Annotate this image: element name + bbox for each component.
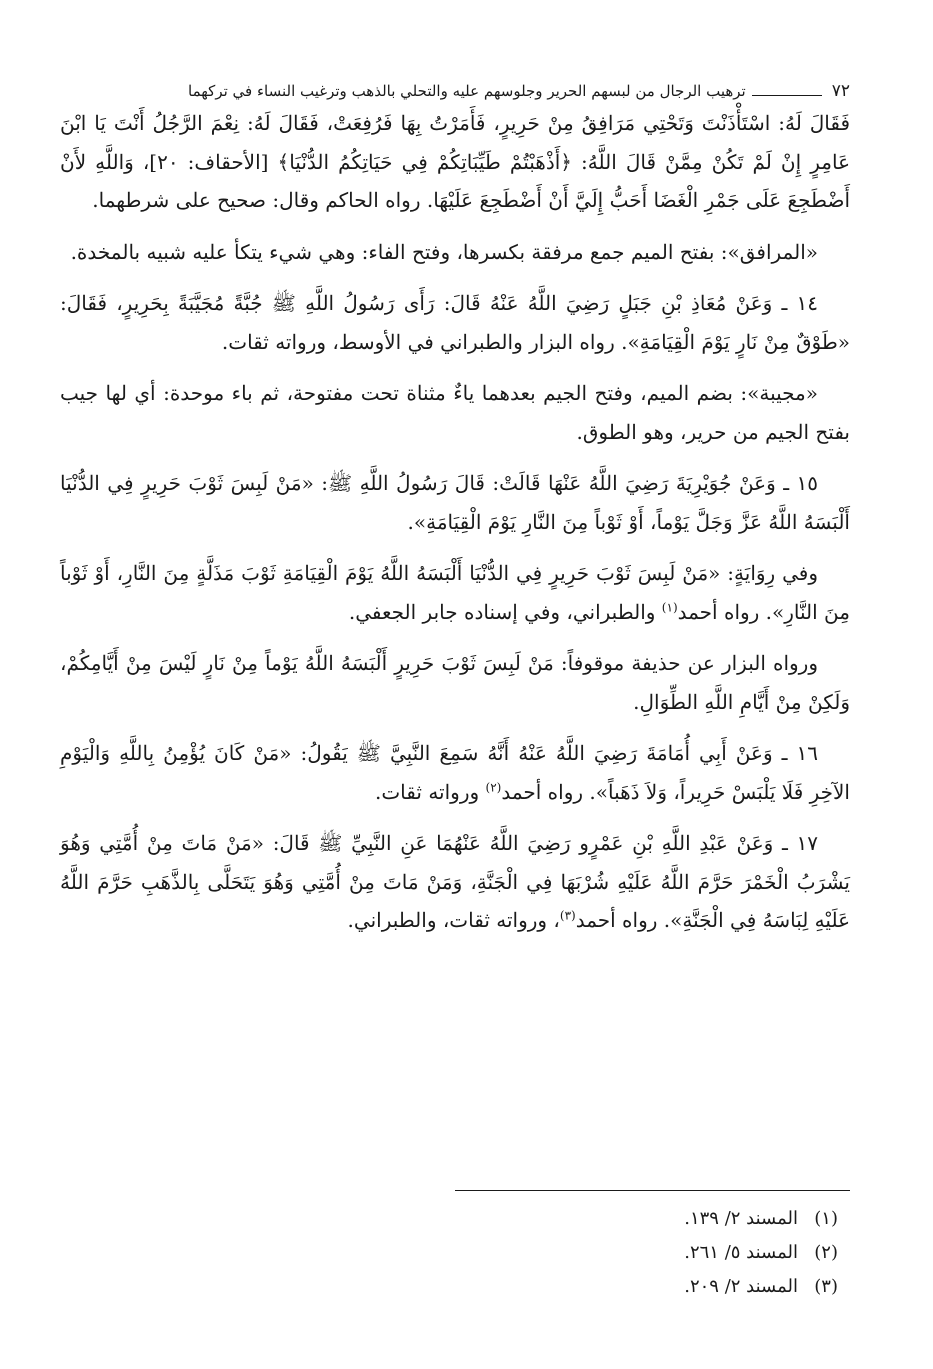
paragraph-tail: ورواته ثقات.	[375, 779, 486, 804]
running-header	[60, 78, 850, 102]
paragraph-hudhayfa	[60, 644, 850, 721]
footnote-ref-3[interactable]: (٣)	[559, 908, 576, 923]
paragraph-text: ورواه البزار عن حذيفة موقوفاً: مَنْ لَبِسَ ثَوْبَ حَرِيرٍ أَلْبَسَهُ اللَّهُ يَوْماً مِنْ نَارٍ لَيْسَ مِنْ أَيَّامِكُمْ، وَلَكِنْ مِنْ أَيَّامِ اللَّهِ الطِّوَالِ.	[60, 651, 850, 714]
footnote-item	[60, 1202, 850, 1236]
hadith-16	[60, 734, 850, 811]
paragraph-text: ١٤ ـ وَعَنْ مُعَاذِ بْنِ جَبَلٍ رَضِيَ اللَّهُ عَنْهُ قَالَ: رَأَى رَسُولُ اللَّهِ ﷺ جُبَّةً مُجَيَّبَةً بِحَرِيرٍ، فَقَالَ: «طَوْقٌ مِنْ نَارٍ يَوْمَ الْقِيَامَةِ». رواه البزار والطبراني في الأوسط، ورواته ثقات.	[60, 291, 850, 354]
body-text	[60, 104, 850, 940]
hadith-15	[60, 464, 850, 541]
footnote-number: (٣)	[814, 1276, 838, 1297]
footnote-text: المسند ٢/ ١٣٩.	[684, 1208, 798, 1229]
footnote-text: المسند ٥/ ٢٦١.	[684, 1242, 798, 1263]
header-rule	[752, 95, 822, 96]
footnote-divider	[455, 1190, 850, 1191]
paragraph-gloss-mujayyaba	[60, 374, 850, 451]
paragraph-text: «مجيبة»: بضم الميم، وفتح الجيم بعدهما ياءٌ مثناة تحت مفتوحة، ثم باء موحدة: أي لها جيب بفتح الجيم من حرير، وهو الطوق.	[60, 381, 850, 444]
footnote-item	[60, 1236, 850, 1270]
page-number: ٧٢	[831, 81, 850, 101]
footnote-number: (٢)	[814, 1242, 838, 1263]
paragraph-text: وفي رِوَايَةٍ: «مَنْ لَبِسَ ثَوْبَ حَرِيرٍ فِي الدُّنْيَا أَلْبَسَهُ اللَّهُ يَوْمَ الْقِيَامَةِ ثَوْبَ مَذَلَّةٍ مِنَ النَّارِ، أَوْ ثَوْباً مِنَ النَّارِ». رواه أحمد	[60, 561, 850, 624]
paragraph-text: ١٧ ـ وَعَنْ عَبْدِ اللَّهِ بْنِ عَمْرٍو رَضِيَ اللَّهُ عَنْهُمَا عَنِ النَّبِيِّ ﷺ قَالَ: «مَنْ مَاتَ مِنْ أُمَّتِي وَهُوَ يَشْرَبُ الْخَمْرَ حَرَّمَ اللَّهُ عَلَيْهِ شُرْبَهَا فِي الْجَنَّةِ، وَمَنْ مَاتَ مِنْ أُمَّتِي وَهُوَ يَتَحَلَّى بِالذَّهَبِ حَرَّمَ اللَّهُ عَلَيْهِ لِبَاسَهُ فِي الْجَنَّةِ». رواه أحمد	[60, 831, 850, 932]
paragraph-continuation	[60, 104, 850, 220]
paragraph-text: ١٥ ـ وَعَنْ جُوَيْرِيَةَ رَضِيَ اللَّهُ عَنْهَا قَالَتْ: قَالَ رَسُولُ اللَّهِ ﷺ: «مَنْ لَبِسَ ثَوْبَ حَرِيرٍ فِي الدُّنْيَا أَلْبَسَهُ اللَّهُ عَزَّ وَجَلَّ يَوْماً، أَوْ ثَوْباً مِنَ النَّارِ يَوْمَ الْقِيَامَةِ».	[60, 471, 850, 534]
running-title: ترهيب الرجال من لبسهم الحرير وجلوسهم عليه والتحلي بالذهب وترغيب النساء في تركهما	[188, 82, 746, 100]
footnote-item	[60, 1270, 850, 1304]
footnote-ref-1[interactable]: (١)	[661, 599, 678, 614]
footnote-ref-2[interactable]: (٢)	[485, 779, 502, 794]
paragraph-text: فَقَالَ لَهُ: اسْتَأْذَنْتَ وَتَحْتِي مَرَافِقُ مِنْ حَرِيرٍ، فَأَمَرْتُ بِهَا فَرُفِعَتْ، فَقَالَ لَهُ: نِعْمَ الرَّجُلُ أَنْتَ يَا ابْنَ عَامِرٍ إِنْ لَمْ تَكُنْ مِمَّنْ قَالَ اللَّهُ: ﴿أَذْهَبْتُمْ طَيِّبَاتِكُمْ فِي حَيَاتِكُمُ الدُّنْيَا﴾ [الأحقاف: ٢٠]، وَاللَّهِ لأَنْ أَضْطَجِعَ عَلَى جَمْرِ الْغَضَا أَحَبُّ إِلَيَّ أَنْ أَضْطَجِعَ عَلَيْهَا. رواه الحاكم وقال: صحيح على شرطهما.	[60, 111, 850, 212]
book-page	[60, 78, 850, 953]
paragraph-text: «المرافق»: بفتح الميم جمع مرفقة بكسرها، وفتح الفاء: وهي شيء يتكأ عليه شبيه بالمخدة.	[70, 239, 818, 264]
footnote-number: (١)	[814, 1208, 838, 1229]
footnote-text: المسند ٢/ ٢٠٩.	[684, 1276, 798, 1297]
footnotes	[60, 1202, 850, 1304]
paragraph-text: ١٦ ـ وَعَنْ أَبِي أُمَامَةَ رَضِيَ اللَّهُ عَنْهُ أَنَّهُ سَمِعَ النَّبِيَّ ﷺ يَقُولُ: «مَنْ كَانَ يُؤْمِنُ بِاللَّهِ وَالْيَوْمِ الآخِرِ فَلَا يَلْبَسْ حَرِيراً، وَلاَ ذَهَباً». رواه أحمد	[60, 741, 850, 804]
paragraph-tail: ، ورواته ثقات، والطبراني.	[347, 908, 560, 932]
hadith-15-variant	[60, 554, 850, 631]
paragraph-tail: والطبراني، وفي إسناده جابر الجعفي.	[348, 599, 662, 624]
paragraph-gloss-marafiq	[60, 233, 850, 272]
hadith-14	[60, 284, 850, 361]
hadith-17	[60, 824, 850, 940]
